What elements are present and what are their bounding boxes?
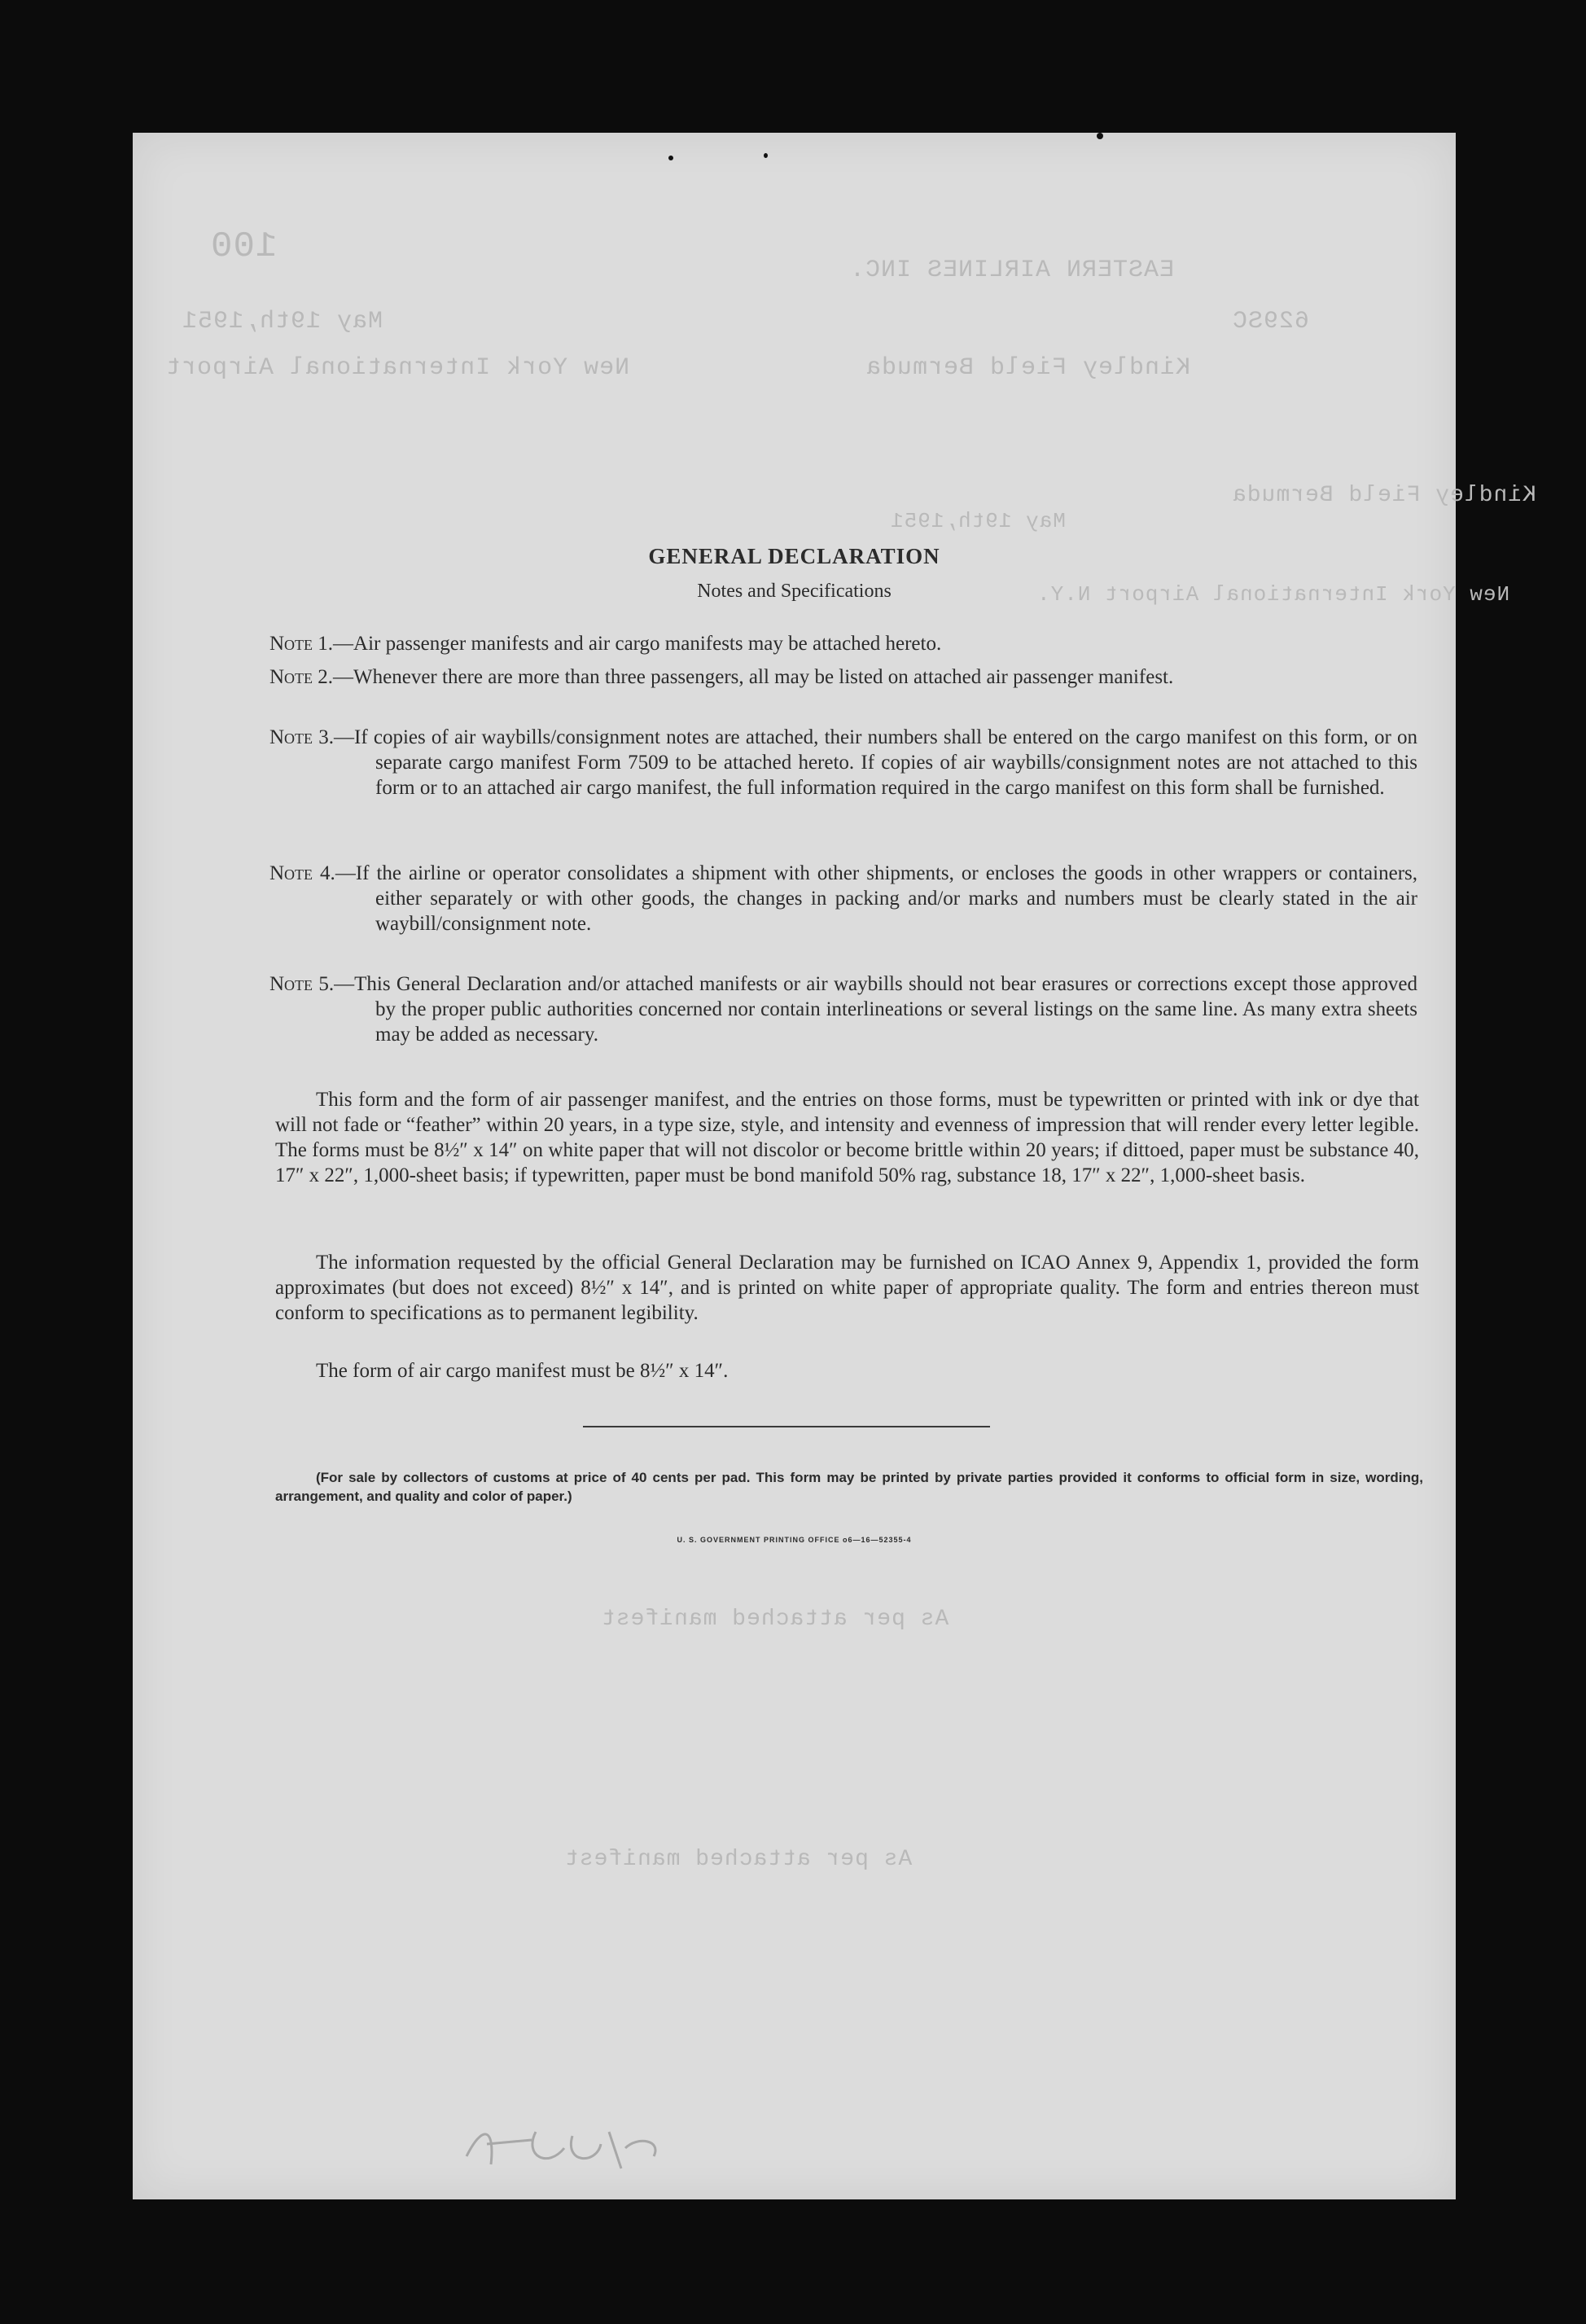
- bleed-crew-note: As per attached manifest: [564, 1847, 913, 1872]
- bleed-destination: New York International Airport N.Y.: [1036, 582, 1510, 607]
- bleed-cargo-note: As per attached manifest: [601, 1607, 949, 1632]
- note-3: [269, 725, 1417, 800]
- binding-mark: [1097, 133, 1103, 139]
- bleed-arrival: New York International Airport: [165, 354, 630, 382]
- sale-note: (For sale by collectors of customs at price of 40 cents per pad. This form may be printed by private parties provided it conforms to official form in size, wording, arrangement, and quality and color of paper.): [275, 1470, 1423, 1504]
- note-text: —Whenever there are more than three passengers, all may be listed on attached air passenger manifest.: [333, 666, 1174, 688]
- note-text: —Air passenger manifests and air cargo manifests may be attached hereto.: [333, 633, 942, 655]
- note-body: [269, 861, 1417, 936]
- bleed-form-no: 100: [210, 226, 278, 267]
- signature-bleed: [458, 2107, 670, 2181]
- note-4: [269, 861, 1417, 936]
- note-label: Note 4.: [269, 862, 335, 884]
- note-1: [269, 631, 1417, 656]
- paragraph-form-specs: This form and the form of air passenger manifest, and the entries on those forms, must be typewritten or printed with ink or dye that will not fade or “feather” within 20 years, in a type size, style, and intensity and evenness of impression that will render every letter legible. The forms must be 8½″ x 14″ on white paper that will not discolor or become brittle within 20 years; if dittoed, paper must be substance 40, 17″ x 22″, 1,000-sheet basis; if typewritten, paper must be bond manifold 50% rag, substance 18, 17″ x 22″, 1,000-sheet basis.: [275, 1089, 1419, 1186]
- note-label: Note 5.: [269, 973, 335, 995]
- note-text: —If the airline or operator consolidates a shipment with other shipments, or encloses the goods in other wrappers or containers, either separately or with other goods, the changes in packing and/or marks and numbers must be clearly stated in the air waybill/consignment note.: [335, 862, 1418, 935]
- bleed-flight-no: 629SC: [1232, 308, 1310, 335]
- note-body: [269, 971, 1417, 1047]
- bleed-origin: Kindley Field Bermuda: [1232, 483, 1536, 508]
- binding-mark: [668, 156, 673, 160]
- bleed-origin-date: May 19th,1951: [890, 509, 1066, 533]
- page-subtitle: Notes and Specifications: [697, 581, 892, 602]
- note-text: —This General Declaration and/or attached manifests or air waybills should not bear erasures or corrections except those approved by the proper public authorities concerned nor contain interlineations or several listings on the same line. As many extra sheets may be added as necessary.: [334, 973, 1417, 1046]
- note-label: Note 1.: [269, 633, 334, 655]
- paragraph-icao: The information requested by the official General Declaration may be furnished on ICAO Annex 9, Appendix 1, provided the form approximates (but does not exceed) 8½″ x 14″, and is printed on white paper of appropriate quality. The form and entries thereon must conform to specifications as to permanent legibility.: [275, 1252, 1419, 1324]
- gpo-imprint: U. S. GOVERNMENT PRINTING OFFICE o6—16—52355-4: [677, 1536, 912, 1544]
- note-label: Note 3.: [269, 726, 334, 748]
- declaration-content: [133, 133, 1456, 2199]
- note-5: [269, 971, 1417, 1047]
- note-text: —If copies of air waybills/consignment notes are attached, their numbers shall be entered on the cargo manifest on this form, or on separate cargo manifest Form 7509 to be attached hereto. If copies of air waybills/consignment notes are not attached to this form or to an attached air cargo manifest, the full information required in the cargo manifest on this form shall be furnished.: [334, 726, 1417, 799]
- note-body: [269, 664, 1417, 690]
- divider-rule: [583, 1426, 990, 1427]
- bleed-date: May 19th,1951: [182, 308, 383, 335]
- note-2: [269, 664, 1417, 690]
- note-body: [269, 725, 1417, 800]
- page-title: GENERAL DECLARATION: [648, 544, 940, 568]
- document-page: [133, 133, 1536, 2199]
- binding-mark: [764, 153, 768, 158]
- bleed-departure: Kindley Field Bermuda: [865, 354, 1191, 382]
- paragraph-cargo-manifest: The form of air cargo manifest must be 8½″ x 14″.: [316, 1360, 729, 1382]
- note-label: Note 2.: [269, 666, 334, 688]
- bleed-airline: EASTERN AIRLINES INC.: [849, 257, 1175, 284]
